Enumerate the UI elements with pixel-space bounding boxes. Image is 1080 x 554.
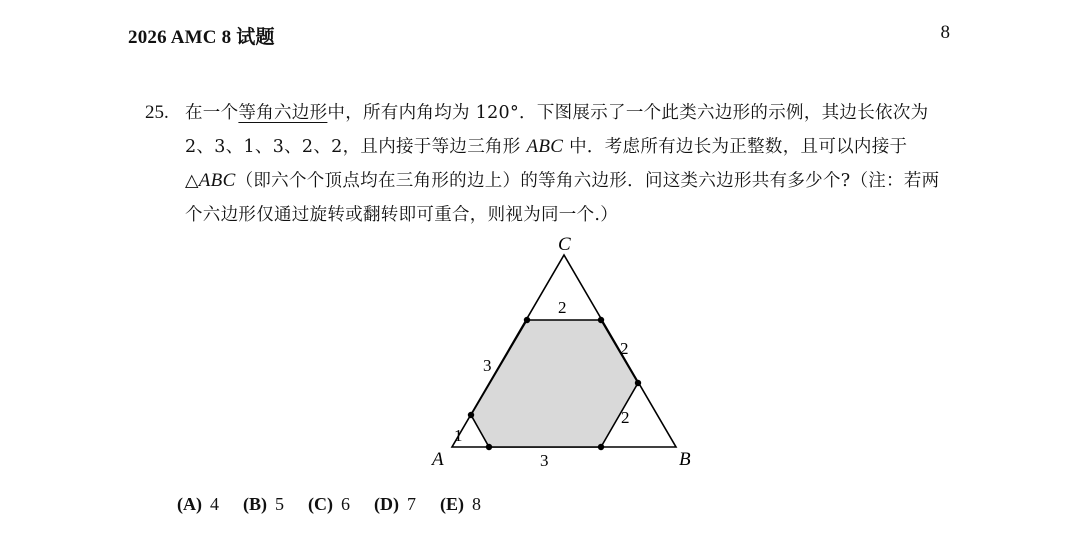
hexagon-vertex xyxy=(486,444,492,450)
problem-text-part3: 中．考虑所有边长为正整数，且可以内接于 △ xyxy=(185,137,908,191)
problem-statement xyxy=(185,96,955,232)
side-label-bottom: 3 xyxy=(540,451,549,470)
problem-text-part1: 在一个 xyxy=(185,103,239,123)
answer-choices xyxy=(177,494,481,520)
choice-a: (A) 4 xyxy=(177,494,219,514)
hexagon-vertex xyxy=(598,444,604,450)
triangle-name-2: ABC xyxy=(198,170,236,191)
page-number: 8 xyxy=(940,22,950,43)
hexagon-figure xyxy=(420,225,720,475)
defined-term: 等角六边形 xyxy=(238,103,328,123)
hexagon-vertex xyxy=(468,412,474,418)
side-label-top: 2 xyxy=(558,298,567,317)
problem-text-part4: （即六个个顶点均在三角形的边上）的等角六边形．问这类六边形共有多少个?（注：若两个六边形仅通过旋转或翻转即可重合，则视为同一个.） xyxy=(185,171,940,225)
choice-d: (D) 7 xyxy=(374,494,416,514)
side-label-lower-left: 1 xyxy=(454,426,463,445)
choice-b: (B) 5 xyxy=(243,494,284,514)
choice-e: (E) 8 xyxy=(440,494,481,514)
triangle-hexagon-diagram xyxy=(420,225,720,475)
header-title: 2026 AMC 8 试题 xyxy=(128,27,275,48)
problem-text-part2: 中，所有内角均为 120°．下图展示了一个此类六边形的示例，其边长依次为 2、3、1、3、2、2，且内接于等边三角形 xyxy=(185,103,929,157)
hexagon-vertex xyxy=(524,317,530,323)
side-label-lower-right: 2 xyxy=(621,408,630,427)
choice-c: (C) 6 xyxy=(308,494,350,514)
triangle-name: ABC xyxy=(526,136,564,157)
problem-number: 25. xyxy=(145,102,169,123)
vertex-label-c: C xyxy=(558,234,571,255)
side-label-upper-left: 3 xyxy=(483,356,492,375)
vertex-label-a: A xyxy=(432,449,444,470)
side-label-upper-right: 2 xyxy=(620,339,629,358)
page-header xyxy=(128,22,950,52)
hexagon-vertex xyxy=(635,380,641,386)
hexagon-vertex xyxy=(598,317,604,323)
equiangular-hexagon xyxy=(471,320,638,447)
vertex-label-b: B xyxy=(679,449,691,470)
